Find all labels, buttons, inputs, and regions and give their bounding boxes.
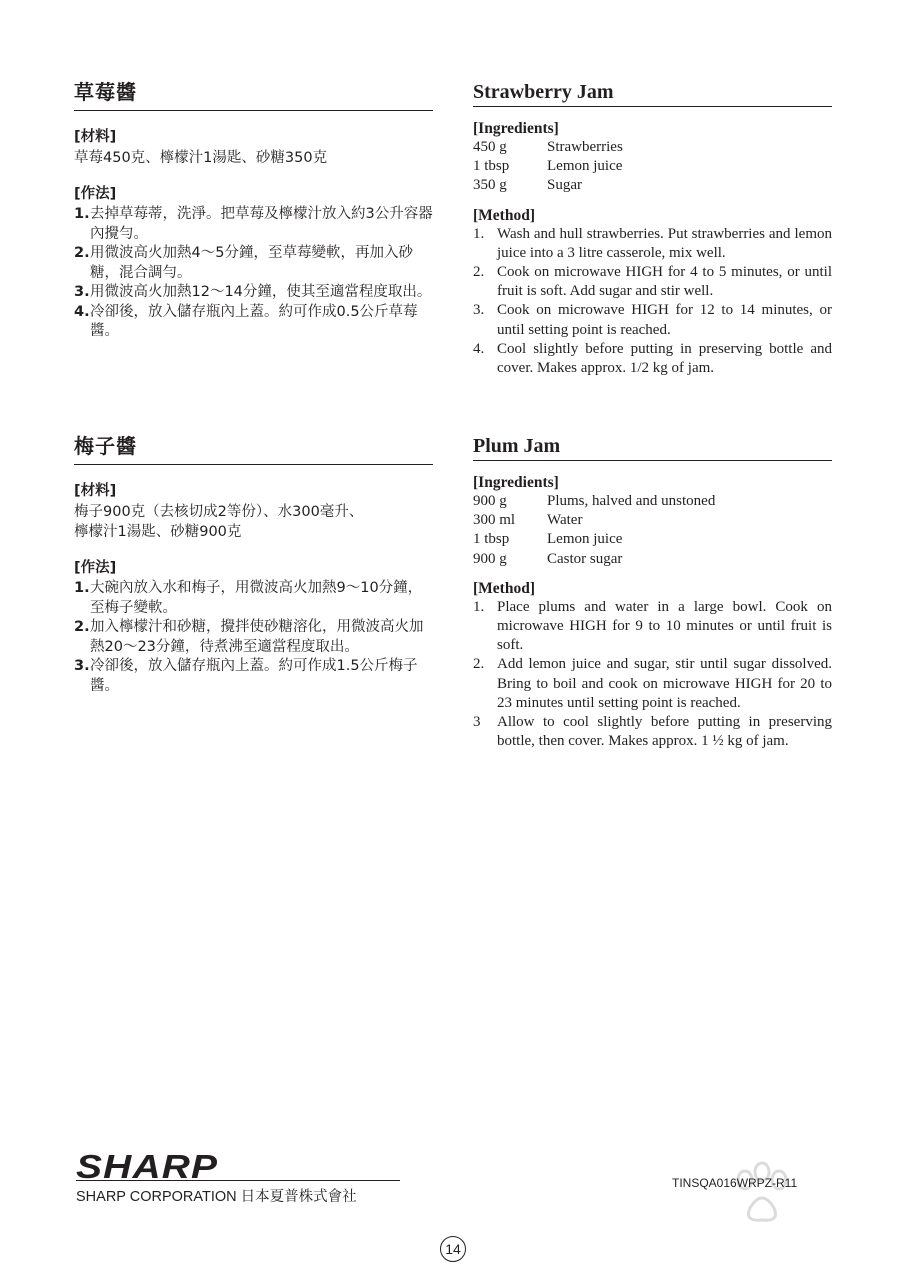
page-number: 14 — [440, 1236, 466, 1262]
plum-zh-title: 梅子醬 — [74, 430, 433, 465]
strawberry-zh-ingredients-heading: [材料] — [74, 129, 117, 145]
list-item — [473, 655, 832, 713]
step-text: 去掉草莓蒂，洗淨。把草莓及檸檬汁放入約3公升容器內攪勻。 — [90, 206, 433, 242]
step-text: Allow to cool slightly before putting in preserving bottle, then cover. Makes approx. 1 ½ kg of jam. — [497, 714, 832, 750]
ingredient-qty: 900 g — [473, 550, 507, 567]
strawberry-en-method-heading: [Method] — [473, 206, 535, 224]
plum-en-method-heading: [Method] — [473, 579, 535, 597]
step-number: 4. — [74, 303, 90, 320]
plum-zh-method-heading: [作法] — [74, 560, 117, 576]
list-item — [473, 598, 832, 656]
plum-zh-steps — [74, 579, 433, 696]
list-item — [74, 579, 433, 618]
ingredient-item: Lemon juice — [547, 158, 623, 175]
strawberry-zh-steps — [74, 205, 433, 342]
strawberry-en-ingredients-heading: [Ingredients] — [473, 120, 559, 137]
ingredient-row — [473, 511, 832, 530]
step-text: Cook on microwave HIGH for 4 to 5 minutes, or until fruit is soft. Add sugar and stir well. — [497, 264, 832, 300]
plum-en-section — [473, 435, 832, 751]
ingredient-qty: 900 g — [473, 493, 507, 509]
step-text: Cool slightly before putting in preserving bottle and cover. Makes approx. 1/2 kg of jam. — [497, 340, 832, 377]
step-number: 4. — [473, 340, 485, 357]
footer-divider — [76, 1180, 400, 1181]
step-text: Cook on microwave HIGH for 12 to 14 minutes, or until setting point is reached. — [497, 302, 832, 338]
ingredient-row — [473, 176, 832, 195]
list-item — [473, 340, 832, 378]
ingredient-item: Strawberries — [547, 139, 623, 155]
ingredient-row — [473, 157, 832, 176]
step-text: 用微波高火加熱12～14分鐘，使其至適當程度取出。 — [90, 284, 432, 300]
list-item — [473, 713, 832, 751]
ingredient-row — [473, 550, 832, 569]
sharp-logo: SHARP — [76, 1148, 219, 1185]
step-number: 3. — [74, 658, 90, 674]
plum-zh-ingredients-heading: [材料] — [74, 483, 117, 499]
ingredient-row — [473, 492, 832, 511]
ingredient-row — [473, 530, 832, 549]
strawberry-en-ingredients — [473, 138, 832, 196]
step-number: 1. — [473, 225, 485, 242]
ingredient-qty: 1 tbsp — [473, 531, 510, 548]
step-text: 加入檸檬汁和砂糖，攪拌使砂糖溶化，用微波高火加熱20～23分鐘，待煮沸至適當程度取出。 — [90, 619, 424, 655]
strawberry-en-section — [473, 81, 832, 378]
step-text: 冷卻後，放入儲存瓶內上蓋。約可作成0.5公斤草莓醬。 — [90, 303, 418, 339]
list-item — [74, 618, 433, 657]
ingredient-row — [473, 138, 832, 157]
step-number: 2. — [74, 245, 90, 261]
document-code: TINSQA016WRPZ-R11 — [672, 1176, 798, 1190]
step-text: Wash and hull strawberries. Put strawberries and lemon juice into a 3 litre casserole, mix well. — [497, 225, 832, 261]
step-text: Add lemon juice and sugar, stir until sugar dissolved. Bring to boil and cook on microwave HIGH for 20 to 23 minutes until setting point is reached. — [497, 656, 832, 711]
step-text: Place plums and water in a large bowl. Cook on microwave HIGH for 9 to 10 minutes or until fruit is soft. — [497, 598, 832, 654]
step-number: 1. — [74, 206, 90, 222]
list-item — [473, 263, 832, 301]
list-item — [74, 244, 433, 283]
ingredient-item: Lemon juice — [547, 531, 623, 548]
list-item — [473, 301, 832, 339]
plum-en-ingredients-heading: [Ingredients] — [473, 474, 559, 491]
step-number: 1. — [74, 580, 90, 596]
step-number: 3. — [74, 284, 90, 300]
plum-en-ingredients — [473, 492, 832, 569]
step-number: 3 — [473, 714, 481, 731]
ingredient-item: Castor sugar — [547, 550, 623, 567]
ingredient-item: Sugar — [547, 177, 582, 194]
step-text: 用微波高火加熱4～5分鐘，至草莓變軟，再加入砂糖，混合調勻。 — [90, 245, 413, 281]
ingredient-item: Water — [547, 512, 583, 529]
plum-zh-section — [74, 430, 433, 696]
list-item — [74, 283, 433, 303]
step-number: 1. — [473, 598, 485, 615]
plum-zh-ingredients-line2: 檸檬汁1湯匙、砂糖900克 — [74, 524, 242, 540]
list-item — [473, 225, 832, 263]
ingredient-qty: 1 tbsp — [473, 158, 510, 175]
step-number: 3. — [473, 302, 485, 319]
baidu-watermark-icon — [650, 1150, 850, 1250]
ingredient-qty: 300 ml — [473, 512, 516, 529]
strawberry-zh-title: 草莓醬 — [74, 76, 433, 111]
list-item — [74, 303, 433, 342]
plum-en-title: Plum Jam — [473, 435, 832, 461]
step-text: 冷卻後，放入儲存瓶內上蓋。約可作成1.5公斤梅子醬。 — [90, 658, 418, 694]
strawberry-en-title: Strawberry Jam — [473, 81, 832, 107]
strawberry-zh-section — [74, 76, 433, 342]
step-number: 2. — [74, 619, 90, 635]
ingredient-qty: 450 g — [473, 139, 507, 155]
footer-corporation: SHARP CORPORATION 日本夏普株式會社 — [76, 1189, 357, 1205]
plum-zh-ingredients-line1: 梅子900克（去核切成2等份）、水300毫升、 — [74, 504, 364, 520]
step-text: 大碗內放入水和梅子，用微波高火加熱9～10分鐘，至梅子變軟。 — [90, 580, 423, 616]
list-item — [74, 205, 433, 244]
strawberry-en-steps — [473, 225, 832, 379]
plum-en-steps — [473, 598, 832, 752]
strawberry-zh-ingredients: 草莓450克、檸檬汁1湯匙、砂糖350克 — [74, 150, 328, 166]
ingredient-qty: 350 g — [473, 177, 507, 194]
step-number: 2. — [473, 264, 485, 281]
strawberry-zh-method-heading: [作法] — [74, 186, 117, 202]
step-number: 2. — [473, 656, 485, 673]
list-item — [74, 657, 433, 696]
ingredient-item: Plums, halved and unstoned — [547, 493, 716, 509]
